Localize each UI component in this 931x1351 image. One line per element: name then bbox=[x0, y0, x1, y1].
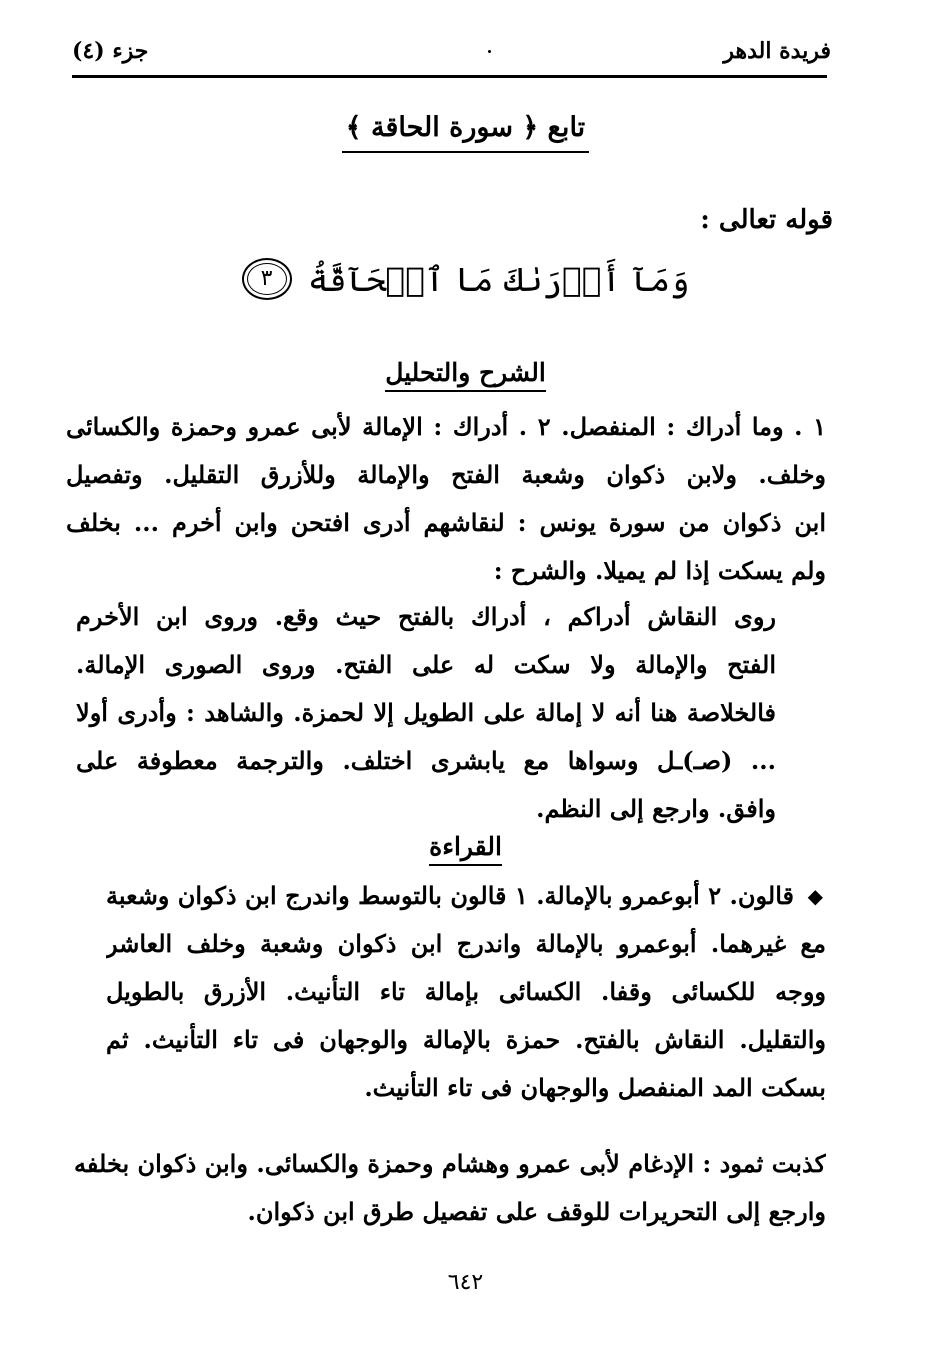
qiraa-heading-text: القراءة bbox=[429, 832, 502, 866]
text-line: الفتح والإمالة ولا سكت له على الفتح. وروى الصورى الإمالة. bbox=[76, 650, 776, 679]
note-paragraph bbox=[74, 1140, 826, 1236]
quran-verse bbox=[0, 257, 931, 300]
running-header-part: جزء (٤) bbox=[72, 38, 149, 64]
sharh-heading-text: الشرح والتحليل bbox=[385, 358, 546, 392]
text-line: روى النقاش أدراكم ، أدراك بالفتح حيث وقع. وروى ابن الأخرم bbox=[76, 602, 776, 631]
text-line: وافق. وارجع إلى النظم. bbox=[536, 794, 776, 823]
text-line: ابن ذكوان من سورة يونس : لنقاشهم أدرى افتحن وابن أخرم ... بخلف bbox=[66, 508, 826, 537]
diamond-bullet-icon: ◆ bbox=[807, 884, 823, 908]
page-number: ٦٤٢ bbox=[447, 1270, 484, 1295]
header-dot bbox=[488, 50, 491, 53]
text-line: وخلف. ولابن ذكوان وشعبة الفتح والإمالة وللأزرق التقليل. وتفصيل bbox=[66, 460, 826, 489]
surah-title bbox=[0, 112, 931, 153]
verse-number-medallion: ٣ bbox=[242, 258, 292, 300]
text-line: مع غيرهما. أبوعمرو بالإمالة واندرج ابن ذكوان وشعبة وخلف العاشر bbox=[106, 929, 826, 958]
verse-intro: قوله تعالى : bbox=[700, 205, 833, 235]
text-line: بسكت المد المنفصل والوجهان فى تاء التأنيث. bbox=[364, 1073, 826, 1102]
header-rule bbox=[72, 75, 827, 78]
qiraa-heading bbox=[0, 832, 931, 866]
text-line: والتقليل. النقاش بالفتح. حمزة بالإمالة والوجهان فى تاء التأنيث. ثم bbox=[106, 1025, 826, 1054]
surah-title-text: تابع ﴿ سورة الحاقة ﴾ bbox=[342, 112, 589, 153]
sharh-paragraph bbox=[66, 403, 826, 595]
sharh-quote-paragraph bbox=[76, 593, 776, 833]
text-line: ... (صـ)ـل وسواها مع يابشرى اختلف. والترجمة معطوفة على bbox=[76, 746, 776, 775]
text-line: ولم يسكت إذا لم يميلا. والشرح : bbox=[493, 556, 826, 585]
text-line: وارجع إلى التحريرات للوقف على تفصيل طرق ابن ذكوان. bbox=[247, 1197, 826, 1226]
qiraa-paragraph bbox=[106, 872, 826, 1112]
text-line: ١ . وما أدراك : المنفصل. ٢ . أدراك : الإمالة لأبى عمرو وحمزة والكسائى bbox=[66, 412, 826, 441]
running-header-book-title: فريدة الدهر bbox=[723, 38, 831, 64]
sharh-heading bbox=[0, 358, 931, 392]
text-line: كذبت ثمود : الإدغام لأبى عمرو وهشام وحمزة والكسائى. وابن ذكوان بخلفه bbox=[74, 1149, 826, 1178]
text-line: قالون. ٢ أبوعمرو بالإمالة. ١ قالون بالتوسط واندرج ابن ذكوان وشعبة bbox=[106, 881, 794, 910]
text-line: فالخلاصة هنا أنه لا إمالة على الطويل إلا لحمزة. والشاهد : وأدرى أولا bbox=[76, 698, 776, 727]
verse-text: وَمَآ أَدۡرَىٰكَ مَا ٱلۡحَآقَّةُ bbox=[308, 259, 690, 299]
text-line: ووجه للكسائى وقفا. الكسائى بإمالة تاء التأنيث. الأزرق بالطويل bbox=[106, 977, 826, 1006]
